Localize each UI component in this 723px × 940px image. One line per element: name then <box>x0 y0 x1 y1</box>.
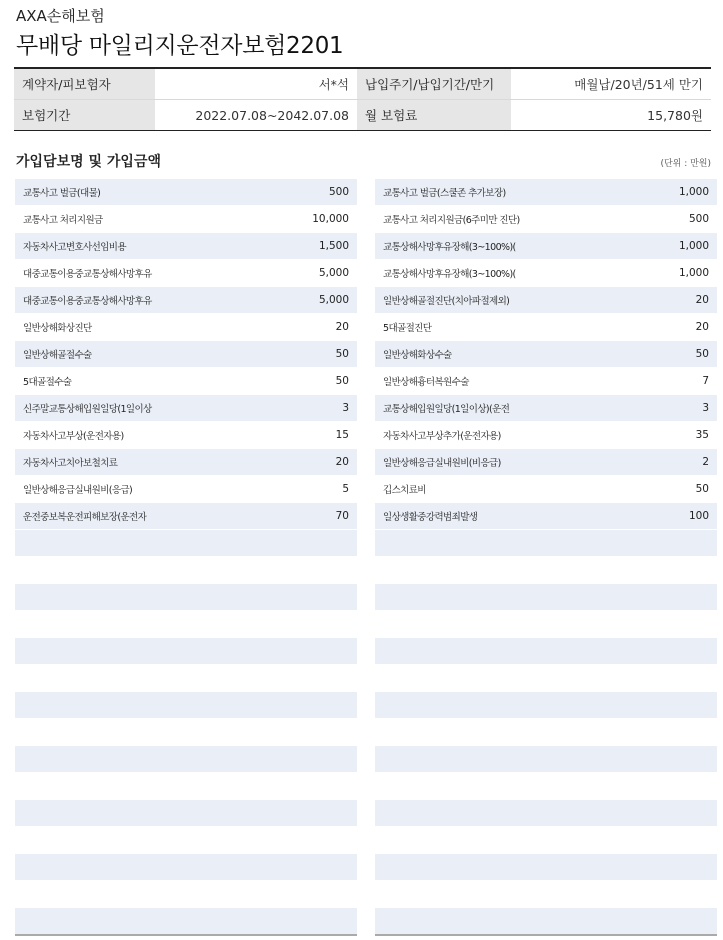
coverage-row <box>375 368 717 394</box>
coverage-amount: 20 <box>335 321 349 333</box>
coverage-row <box>375 395 717 421</box>
coverage-name: 일반상해흉터복원수술 <box>383 377 469 388</box>
company-name: AXA손해보험 <box>16 7 105 25</box>
blank-row <box>375 611 717 637</box>
coverage-name: 자동차사고변호사선임비용 <box>23 242 126 253</box>
coverage-list-right <box>375 179 717 530</box>
coverage-amount: 3 <box>342 402 349 414</box>
coverage-row <box>15 476 357 502</box>
blank-row <box>375 530 717 556</box>
contract-info-table <box>14 67 711 131</box>
coverage-name: 교통상해사망후유장해(3~100%)( <box>383 269 516 280</box>
blank-row <box>15 773 357 799</box>
blank-row <box>15 530 357 556</box>
coverage-name: 5대골절수술 <box>23 377 72 388</box>
coverage-name: 일반상해골절수술 <box>23 350 92 361</box>
policyholder-label: 계약자/피보험자 <box>14 68 155 100</box>
blank-row <box>375 638 717 664</box>
coverage-name: 일반상해응급실내원비(비응급) <box>383 458 501 469</box>
coverage-name: 교통사고 벌금(스쿨존 추가보장) <box>383 188 506 199</box>
coverage-amount: 10,000 <box>312 213 349 225</box>
blank-rows-right <box>375 530 717 937</box>
coverage-row <box>15 368 357 394</box>
premium-value: 15,780원 <box>647 108 703 123</box>
blank-row <box>375 800 717 826</box>
coverage-row <box>15 341 357 367</box>
blank-row <box>15 854 357 880</box>
coverage-row <box>375 341 717 367</box>
coverage-row <box>375 206 717 232</box>
coverage-row <box>15 233 357 259</box>
blank-row <box>15 557 357 583</box>
coverage-row <box>375 179 717 205</box>
coverage-amount: 70 <box>335 510 349 522</box>
coverage-name: 일반상해골절진단(치아파절제외) <box>383 296 510 307</box>
coverage-amount: 5 <box>342 483 349 495</box>
coverage-amount: 50 <box>695 483 709 495</box>
coverage-row <box>15 206 357 232</box>
coverage-name: 일반상해응급실내원비(응급) <box>23 485 133 496</box>
blank-row <box>15 665 357 691</box>
coverage-row <box>375 422 717 448</box>
premium-label: 월 보험료 <box>357 100 511 131</box>
coverage-name: 자동차사고부상(운전자용) <box>23 431 124 442</box>
coverage-name: 5대골절진단 <box>383 323 432 334</box>
coverage-amount: 500 <box>328 186 349 198</box>
blank-row <box>15 908 357 936</box>
coverage-row <box>375 233 717 259</box>
blank-row <box>375 827 717 853</box>
contract-info-row <box>14 100 711 131</box>
period-label: 보험기간 <box>14 100 155 131</box>
coverage-section-title: 가입담보명 및 가입금액 <box>16 154 161 170</box>
blank-rows-left <box>15 530 357 937</box>
coverage-name: 대중교통이용중교통상해사망후유 <box>23 269 152 280</box>
coverage-amount: 3 <box>702 402 709 414</box>
contract-info-row <box>14 68 711 100</box>
payment-label: 납입주기/납입기간/만기 <box>357 68 511 100</box>
blank-row <box>15 746 357 772</box>
coverage-amount: 5,000 <box>318 267 349 279</box>
product-title: 무배당 마일리지운전자보험2201 <box>16 33 344 59</box>
blank-row <box>375 908 717 936</box>
unit-note: (단위 : 만원) <box>660 159 711 169</box>
coverage-amount: 20 <box>335 456 349 468</box>
coverage-name: 교통사고 처리지원금(6주미만 진단) <box>383 215 520 226</box>
payment-value: 매월납/20년/51세 만기 <box>511 68 711 100</box>
coverage-name: 일반상해화상진단 <box>23 323 92 334</box>
blank-row <box>375 719 717 745</box>
coverage-name: 자동차사고부상추가(운전자용) <box>383 431 501 442</box>
coverage-row <box>375 476 717 502</box>
coverage-amount: 50 <box>335 375 349 387</box>
coverage-amount: 15 <box>335 429 349 441</box>
coverage-amount: 1,000 <box>678 267 709 279</box>
coverage-row <box>15 179 357 205</box>
coverage-name: 교통상해입원일당(1일이상)(운전 <box>383 404 510 415</box>
coverage-amount: 100 <box>688 510 709 522</box>
blank-row <box>375 881 717 907</box>
coverage-row <box>15 395 357 421</box>
coverage-name: 깁스치료비 <box>383 485 426 496</box>
blank-row <box>15 881 357 907</box>
coverage-list-left <box>15 179 357 530</box>
coverage-name: 자동차사고치아보철치료 <box>23 458 118 469</box>
coverage-amount: 35 <box>695 429 709 441</box>
coverage-name: 운전중보복운전피해보장(운전자 <box>23 512 147 523</box>
coverage-row <box>375 260 717 286</box>
coverage-row <box>375 287 717 313</box>
blank-row <box>375 692 717 718</box>
coverage-row <box>15 287 357 313</box>
blank-row <box>15 692 357 718</box>
coverage-amount: 1,000 <box>678 240 709 252</box>
blank-row <box>15 638 357 664</box>
coverage-amount: 7 <box>702 375 709 387</box>
coverage-name: 교통사고 벌금(대물) <box>23 188 101 199</box>
coverage-row <box>15 422 357 448</box>
policyholder-value: 서*석 <box>155 68 357 100</box>
coverage-row <box>15 260 357 286</box>
coverage-name: 교통사고 처리지원금 <box>23 215 103 226</box>
blank-row <box>15 719 357 745</box>
blank-row <box>375 854 717 880</box>
coverage-name: 교통상해사망후유장해(3~100%)( <box>383 242 516 253</box>
blank-row <box>15 800 357 826</box>
blank-row <box>375 557 717 583</box>
coverage-row <box>375 503 717 529</box>
blank-row <box>375 665 717 691</box>
coverage-row <box>15 503 357 529</box>
blank-row <box>375 584 717 610</box>
coverage-amount: 50 <box>695 348 709 360</box>
blank-row <box>15 584 357 610</box>
coverage-name: 일반상해화상수술 <box>383 350 452 361</box>
coverage-row <box>15 314 357 340</box>
coverage-name: 일상생활중강력범죄발생 <box>383 512 478 523</box>
coverage-amount: 2 <box>702 456 709 468</box>
coverage-amount: 50 <box>335 348 349 360</box>
coverage-amount: 1,500 <box>318 240 349 252</box>
coverage-row <box>375 314 717 340</box>
coverage-name: 대중교통이용중교통상해사망후유 <box>23 296 152 307</box>
coverage-row <box>375 449 717 475</box>
blank-row <box>15 827 357 853</box>
blank-row <box>375 746 717 772</box>
coverage-amount: 1,000 <box>678 186 709 198</box>
coverage-amount: 5,000 <box>318 294 349 306</box>
coverage-amount: 20 <box>695 294 709 306</box>
blank-row <box>15 611 357 637</box>
coverage-amount: 20 <box>695 321 709 333</box>
coverage-row <box>15 449 357 475</box>
coverage-amount: 500 <box>688 213 709 225</box>
period-value: 2022.07.08~2042.07.08 <box>195 107 349 123</box>
blank-row <box>375 773 717 799</box>
coverage-name: 신주말교통상해입원일당(1일이상 <box>23 404 152 415</box>
